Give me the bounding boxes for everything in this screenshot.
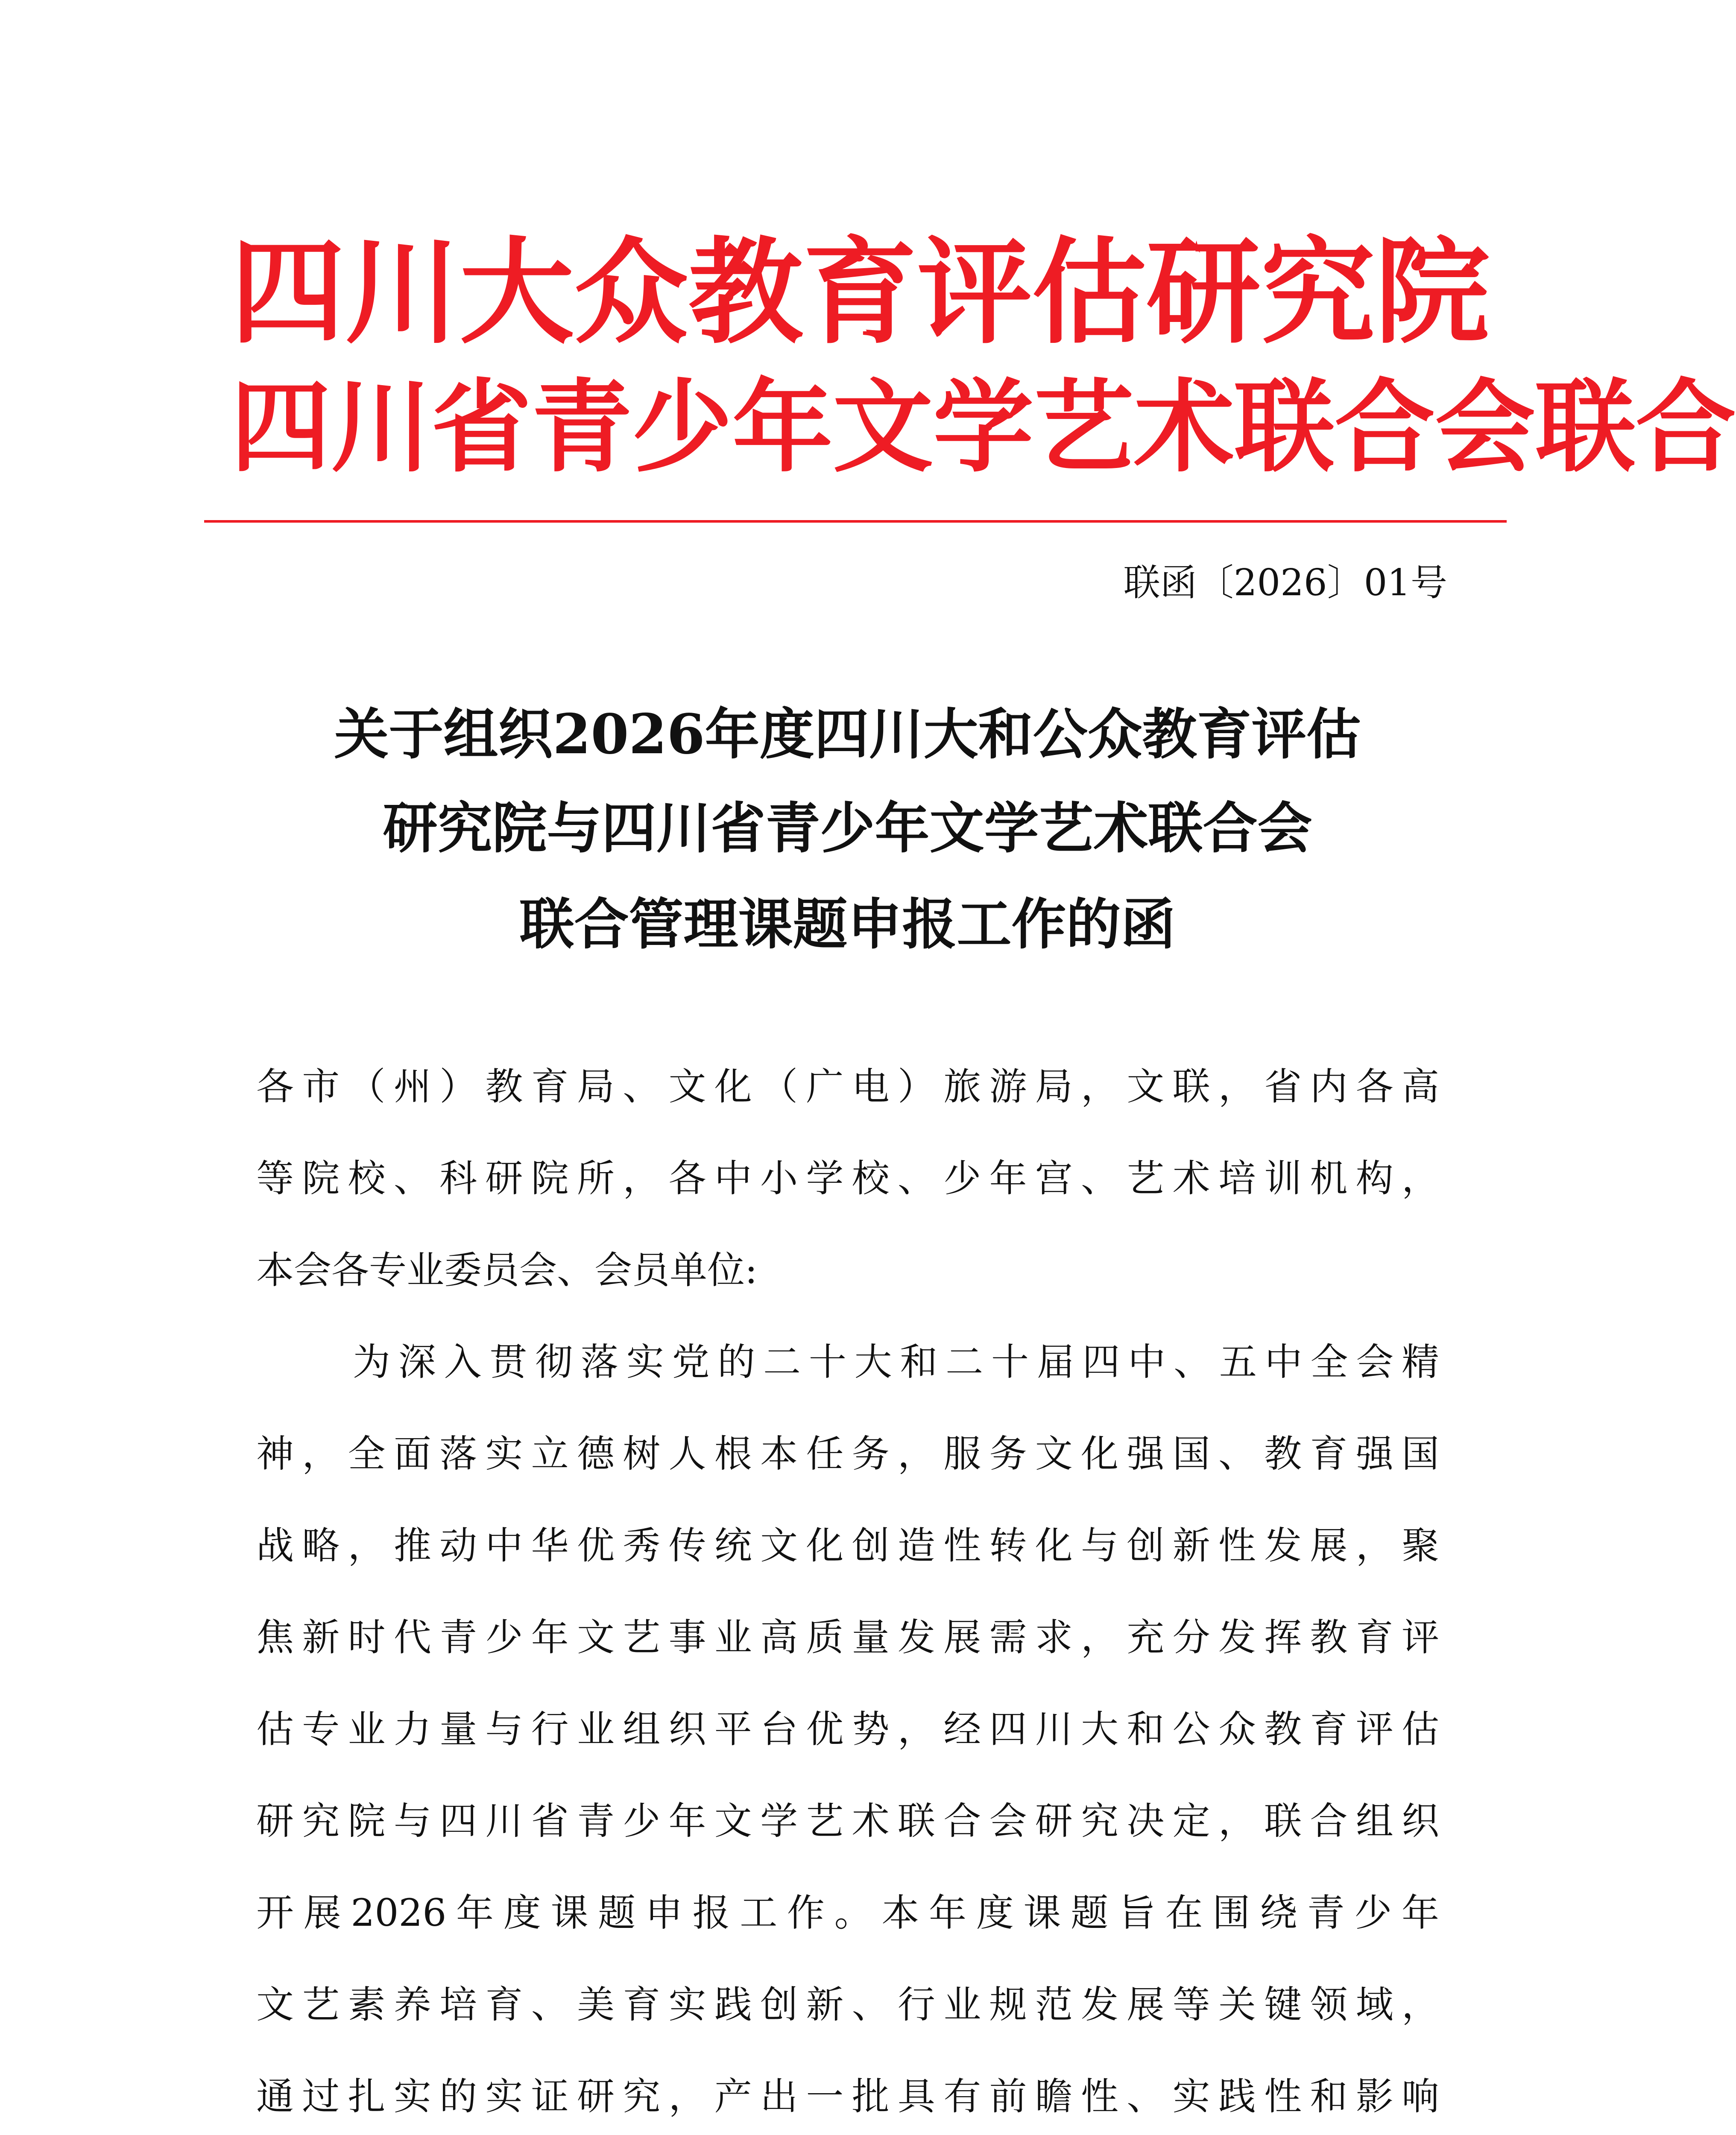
body-line: 焦新时代青少年文艺事业高质量发展需求，充分发挥教育评: [256, 1615, 1439, 1659]
body-line: 战略，推动中华优秀传统文化创造性转化与创新性发展，聚: [256, 1524, 1439, 1568]
body-line: 各市（州）教育局、文化（广电）旅游局，文联，省内各高: [256, 1065, 1439, 1108]
letterhead-line-2: 四川省青少年文学艺术联合会联合: [231, 368, 1736, 486]
body-line: 估专业力量与行业组织平台优势，经四川大和公众教育评估: [256, 1707, 1439, 1751]
body-line: 为深入贯彻落实党的二十大和二十届四中、五中全会精: [353, 1340, 1439, 1384]
body-line: 等院校、科研院所，各中小学校、少年宫、艺术培训机构，: [256, 1156, 1439, 1200]
document-title-line-2: 研究院与四川省青少年文学艺术联合会: [383, 796, 1312, 860]
body-line: 神，全面落实立德树人根本任务，服务文化强国、教育强国: [256, 1432, 1439, 1476]
body-line: 文艺素养培育、美育实践创新、行业规范发展等关键领域，: [256, 1983, 1439, 2027]
letterhead-line-1: 四川大众教育评估研究院: [231, 225, 1490, 360]
document-number: 联函〔2026〕01号: [1123, 562, 1447, 604]
document-title-line-1: 关于组织2026年度四川大和公众教育评估: [334, 702, 1361, 766]
document-title-line-3: 联合管理课题申报工作的函: [519, 892, 1176, 956]
body-line: 开展2026年度课题申报工作。本年度课题旨在围绕青少年: [256, 1891, 1439, 1935]
letterhead-divider: [204, 520, 1507, 523]
body-line: 研究院与四川省青少年文学艺术联合会研究决定，联合组织: [256, 1799, 1439, 1843]
body-line: 本会各专业委员会、会员单位:: [256, 1248, 758, 1292]
body-line: 通过扎实的实证研究，产出一批具有前瞻性、实践性和影响: [256, 2074, 1439, 2118]
